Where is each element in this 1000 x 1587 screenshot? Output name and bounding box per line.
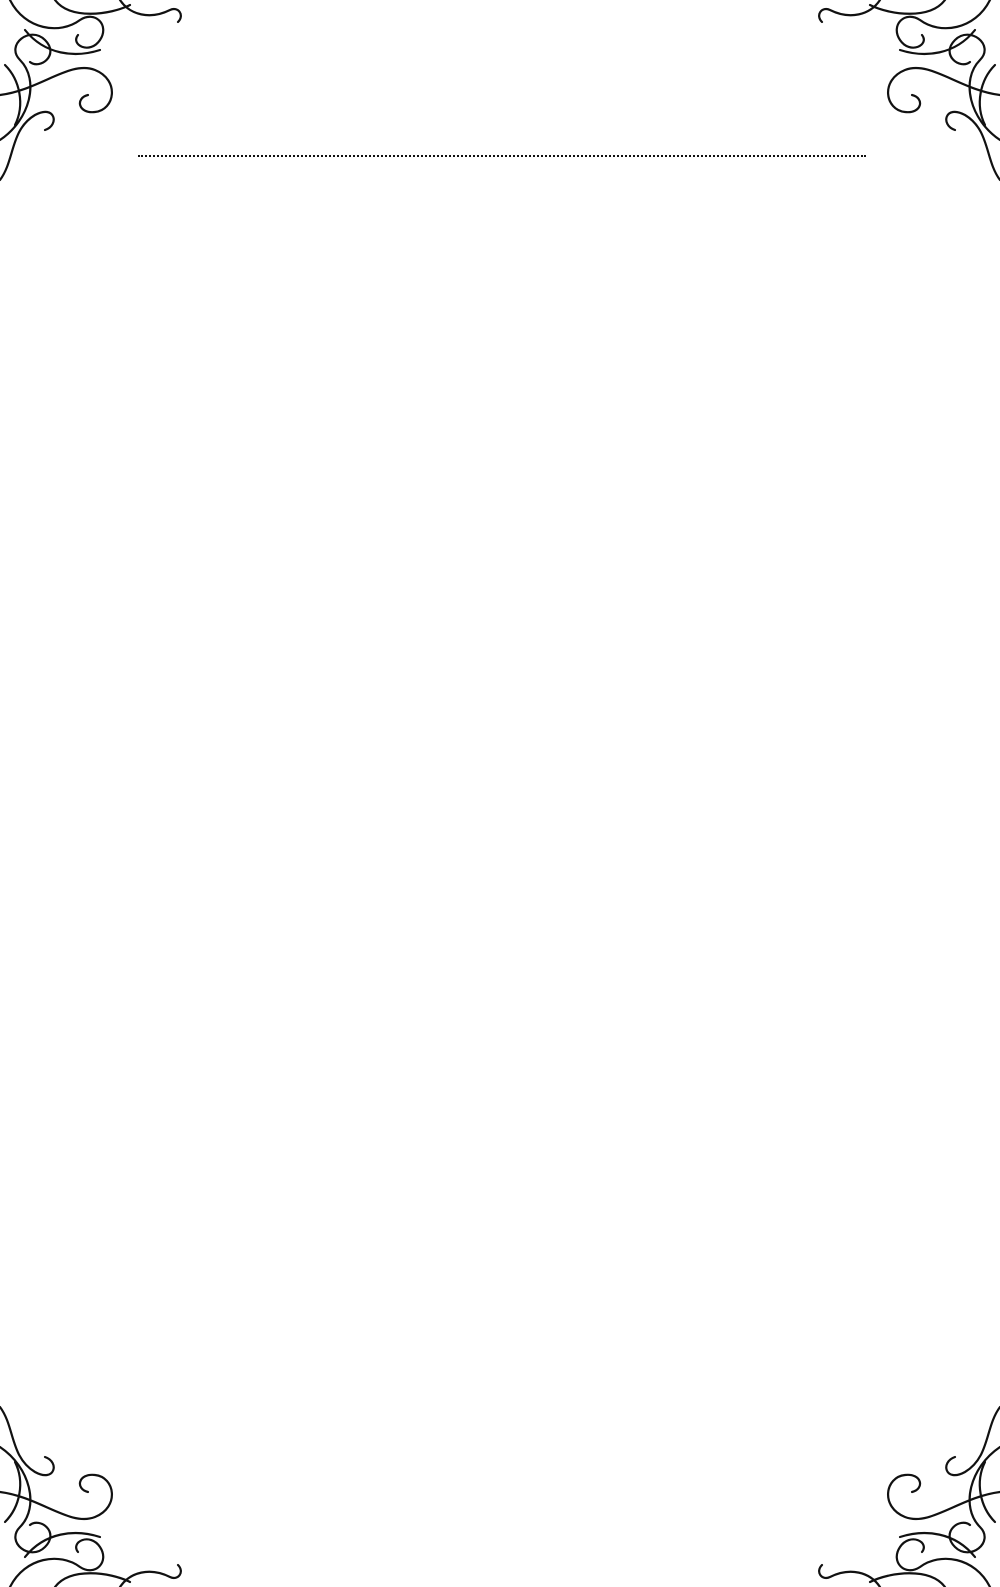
part-heading-line2[interactable] bbox=[136, 155, 868, 162]
corner-ornament-bottom-right bbox=[810, 1397, 1000, 1587]
corner-ornament-bottom-left bbox=[0, 1397, 190, 1587]
dot-leader bbox=[138, 155, 866, 157]
table-of-contents bbox=[136, 143, 868, 164]
